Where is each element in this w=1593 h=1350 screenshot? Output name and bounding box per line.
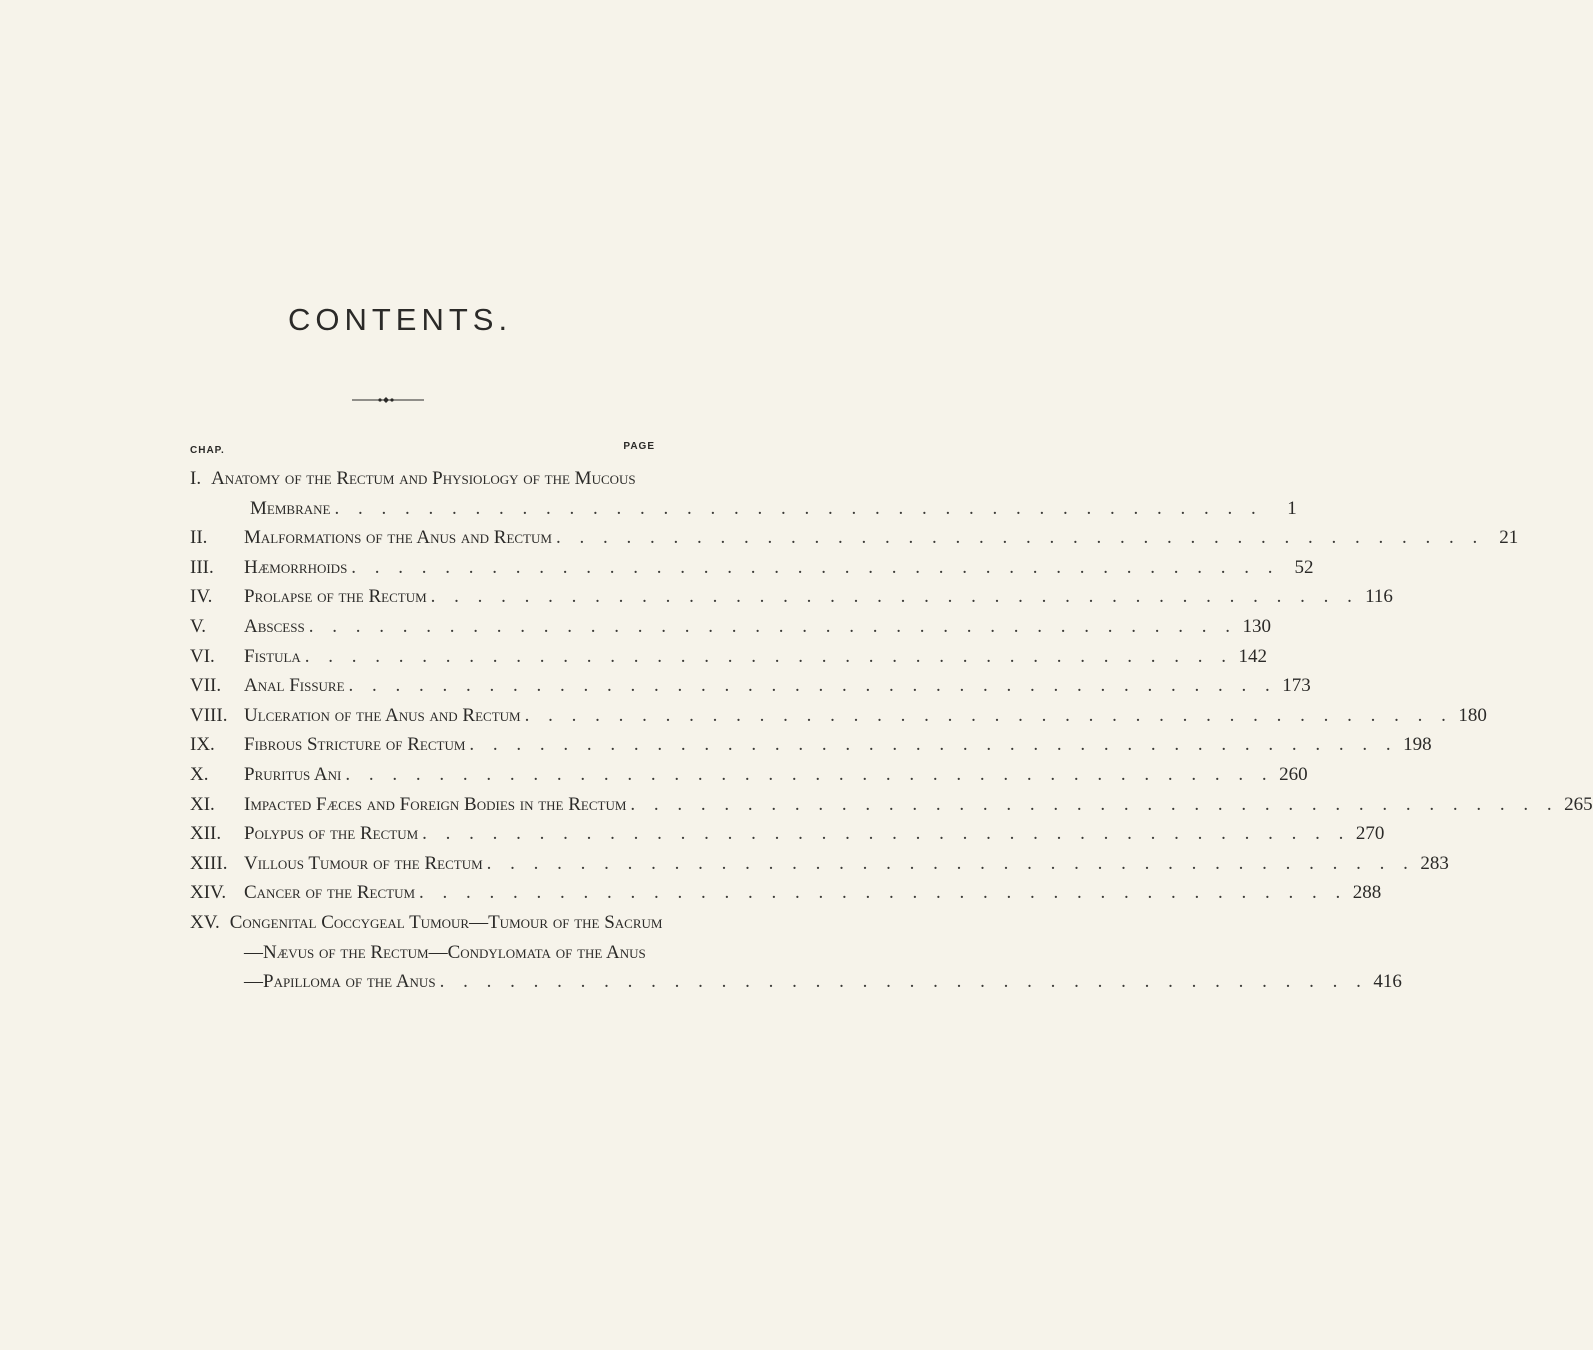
chapter-column-heading: CHAP. xyxy=(190,445,225,456)
toc-line xyxy=(190,763,1308,794)
page-number: 283 xyxy=(1420,852,1449,874)
leader-dots: . . . . . . . . . . . . . . . . . . . . . . . . . . . . . . . . . . . . . . . . xyxy=(555,527,1485,549)
toc-line xyxy=(190,911,663,942)
chapter-title: Fibrous Stricture of Rectum xyxy=(244,734,466,756)
page-number: 288 xyxy=(1352,882,1382,904)
chapter-title: —Nævus of the Rectum—Condylomata of the Anus xyxy=(244,941,646,963)
leader-dots: . . . . . . . . . . . . . . . . . . . . . . . . . . . . . . . . . . . . . . . . xyxy=(419,882,1348,904)
chapter-title: Prolapse of the Rectum xyxy=(244,586,427,608)
chapter-number: VIII. xyxy=(190,704,228,726)
chapter-title: Anatomy of the Rectum and Physiology of the Mucous xyxy=(211,468,636,489)
chapter-title: Hæmorrhoids xyxy=(244,556,348,578)
chapter-number: XII. xyxy=(190,823,222,845)
leader-dots: . . . . . . . . . . . . . . . . . . . . . . . . . . . . . . . . . . . . . . . . xyxy=(469,734,1398,756)
leader-dots: . . . . . . . . . . . . . . . . . . . . . . . . . . . . . . . . . . . . . . . . xyxy=(334,497,1263,519)
chapter-number: I. xyxy=(190,468,202,489)
toc-line xyxy=(190,823,1385,853)
chapter-number: V. xyxy=(190,615,207,637)
chapter-number: VI. xyxy=(190,645,215,667)
page-number: 180 xyxy=(1458,704,1487,726)
chapter-number: XIII. xyxy=(190,852,228,874)
chapter-title: Cancer of the Rectum xyxy=(244,882,416,904)
toc-line xyxy=(190,615,1271,646)
toc-line xyxy=(190,675,1311,705)
toc-line xyxy=(190,497,1297,528)
leader-dots: . . . . . . . . . . . . . . . . . . . . . . . . . . . . . . . . . . . . . . . . xyxy=(304,645,1234,667)
chapter-title: Villous Tumour of the Rectum xyxy=(244,852,483,874)
chapter-number: VII. xyxy=(190,675,222,697)
chapter-title: —Papilloma of the Anus xyxy=(244,971,436,993)
chapter-title: Ulceration of the Anus and Rectum xyxy=(244,704,521,726)
page-number: 21 xyxy=(1499,527,1519,549)
chapter-number: III. xyxy=(190,556,214,578)
chapter-number: XV. xyxy=(190,911,220,933)
leader-dots: . . . . . . . . . . . . . . . . . . . . . . . . . . . . . . . . . . . . . . . . xyxy=(524,704,1453,726)
toc-line xyxy=(190,527,1519,557)
toc-line xyxy=(190,645,1268,676)
chapter-number: X. xyxy=(190,763,209,785)
toc-line xyxy=(190,942,660,972)
leader-dots: . . . . . . . . . . . . . . . . . . . . . . . . . . . . . . . . . . . . . . . . xyxy=(351,556,1280,578)
page-number: 142 xyxy=(1238,645,1268,667)
toc-line xyxy=(190,882,1382,912)
chapter-title: Membrane xyxy=(250,497,331,519)
toc-line xyxy=(190,971,1402,1001)
page-number: 116 xyxy=(1365,586,1393,608)
chapter-title: Impacted Fæces and Foreign Bodies in the Rectum xyxy=(244,793,627,815)
page-number: 130 xyxy=(1242,615,1271,637)
toc-line xyxy=(190,586,1393,616)
chapter-title: Anal Fissure xyxy=(244,675,345,697)
chapter-number: IV. xyxy=(190,586,213,608)
chapter-title: Malformations of the Anus and Rectum xyxy=(244,527,552,549)
toc-line xyxy=(190,468,660,498)
leader-dots: . . . . . . . . . . . . . . . . . . . . . . . . . . . . . . . . . . . . . . . . xyxy=(348,675,1277,697)
leader-dots: . . . . . . . . . . . . . . . . . . . . . . . . . . . . . . . . . . . . . . . . xyxy=(308,615,1237,637)
leader-dots: . . . . . . . . . . . . . . . . . . . . . . . . . . . . . . . . . . . . . . . . xyxy=(422,823,1351,845)
chapter-title: Congenital Coccygeal Tumour—Tumour of the Sacrum xyxy=(229,911,663,933)
toc-line xyxy=(190,793,1593,824)
chapter-number: XI. xyxy=(190,793,215,815)
leader-dots: . . . . . . . . . . . . . . . . . . . . . . . . . . . . . . . . . . . . . . . . xyxy=(439,971,1368,993)
page-number: 260 xyxy=(1279,763,1308,785)
chapter-title: Polypus of the Rectum xyxy=(244,823,419,845)
page-number: 52 xyxy=(1294,556,1314,578)
page-number: 1 xyxy=(1287,497,1297,519)
toc-line xyxy=(190,704,1487,735)
leader-dots: . . . . . . . . . . . . . . . . . . . . . . . . . . . . . . . . . . . . . . . . xyxy=(345,763,1274,785)
page-number: 198 xyxy=(1403,734,1432,756)
leader-dots: . . . . . . . . . . . . . . . . . . . . . . . . . . . . . . . . . . . . . . . . xyxy=(430,586,1359,608)
chapter-title: Pruritus Ani xyxy=(244,763,342,785)
page-column-heading: PAGE xyxy=(623,441,655,452)
chapter-number: IX. xyxy=(190,734,215,756)
page-number: 416 xyxy=(1373,971,1402,993)
chapter-title: Fistula xyxy=(244,645,301,667)
page-number: 173 xyxy=(1282,675,1311,697)
toc-line xyxy=(190,852,1449,883)
chapter-number: XIV. xyxy=(190,882,227,904)
toc-line xyxy=(190,734,1432,764)
chapter-title: Abscess xyxy=(244,615,305,637)
leader-dots: . . . . . . . . . . . . . . . . . . . . . . . . . . . . . . . . . . . . . . . . xyxy=(630,793,1559,815)
toc-line xyxy=(190,556,1314,587)
table-of-contents xyxy=(190,468,1593,1001)
page-number: 270 xyxy=(1355,823,1385,845)
leader-dots: . . . . . . . . . . . . . . . . . . . . . . . . . . . . . . . . . . . . . . . . xyxy=(486,852,1415,874)
page-number: 265 xyxy=(1564,793,1593,815)
ornament-divider-icon xyxy=(352,395,424,405)
page-title: CONTENTS. xyxy=(287,302,513,337)
chapter-number: II. xyxy=(190,527,208,549)
